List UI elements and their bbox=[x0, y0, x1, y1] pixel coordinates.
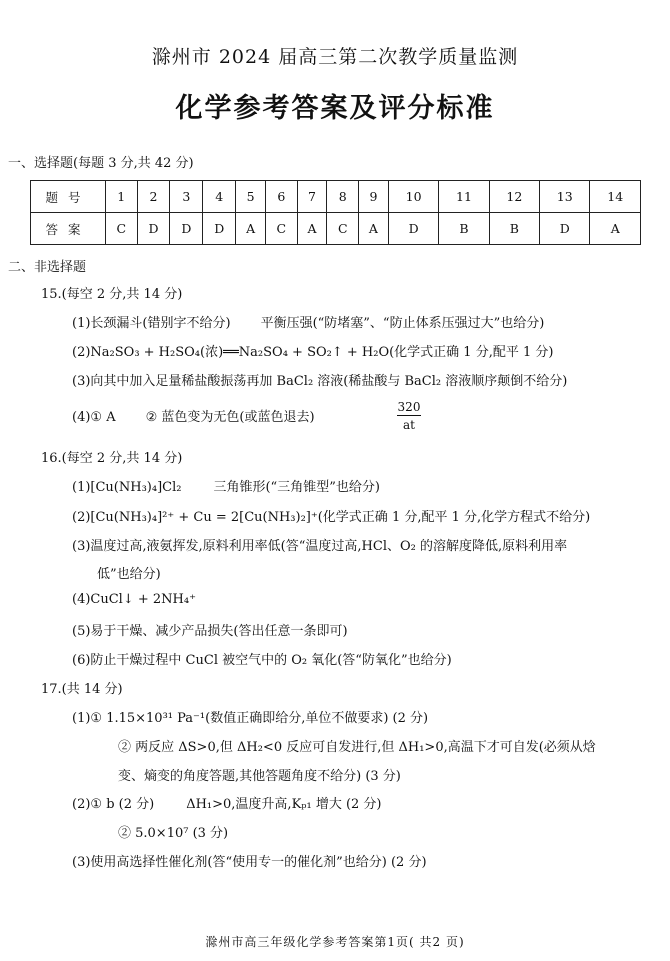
document-title: 化学参考答案及评分标准 bbox=[175, 93, 495, 124]
answer-cell: B bbox=[439, 213, 489, 245]
q-num: 11 bbox=[439, 181, 489, 213]
q15-line1-b: 平衡压强(“防堵塞”、“防止体系压强过大”也给分) bbox=[260, 316, 545, 331]
q16-line1-a: (1)[Cu(NH₃)₄]Cl₂ bbox=[72, 480, 182, 495]
q-num: 1 bbox=[106, 181, 138, 213]
q15-line2: (2)Na₂SO₃ + H₂SO₄(浓)══Na₂SO₄ + SO₂↑ + H₂O(化学式正确 1 分,配平 1 分) bbox=[72, 345, 554, 360]
question-row bbox=[31, 181, 641, 213]
q16-line1 bbox=[72, 476, 380, 495]
q15-line1-a: (1)长颈漏斗(错别字不给分) bbox=[72, 316, 231, 331]
q16-line2: (2)[Cu(NH₃)₄]²⁺ + Cu = 2[Cu(NH₃)₂]⁺(化学式正确 1 分,配平 1 分,化学方程式不给分) bbox=[72, 510, 591, 525]
answer-cell: C bbox=[327, 213, 359, 245]
q17-heading: 17.(共 14 分) bbox=[41, 682, 123, 697]
answer-cell: C bbox=[106, 213, 138, 245]
q16-heading: 16.(每空 2 分,共 14 分) bbox=[41, 451, 183, 466]
q16-line3b: 低”也给分) bbox=[97, 567, 161, 582]
q-num: 7 bbox=[297, 181, 327, 213]
answer-cell: A bbox=[297, 213, 327, 245]
q-num: 6 bbox=[266, 181, 298, 213]
q17-line5: (3)使用高选择性催化剂(答“使用专一的催化剂”也给分) (2 分) bbox=[72, 855, 427, 870]
q15-line4-b: ② 蓝色变为无色(或蓝色退去) bbox=[145, 410, 315, 425]
section1-title: 一、选择题(每题 3 分,共 42 分) bbox=[8, 156, 194, 171]
exam-title: 滁州市 2024 届高三第二次教学质量监测 bbox=[151, 46, 519, 68]
q15-heading: 15.(每空 2 分,共 14 分) bbox=[41, 287, 183, 302]
q15-line4-a: (4)① A bbox=[72, 410, 116, 425]
q17-line3-a: (2)① b (2 分) bbox=[72, 797, 155, 812]
q16-line1-b: 三角锥形(“三角锥型”也给分) bbox=[213, 480, 380, 495]
q-num: 2 bbox=[137, 181, 170, 213]
q16-line5: (5)易于干燥、减少产品损失(答出任意一条即可) bbox=[72, 624, 348, 639]
q15-line4 bbox=[72, 406, 315, 425]
answer-table bbox=[30, 180, 641, 245]
q-num: 9 bbox=[359, 181, 389, 213]
q-num: 14 bbox=[590, 181, 641, 213]
answer-cell: D bbox=[388, 213, 438, 245]
q17-line2b: 变、熵变的角度答题,其他答题角度不给分) (3 分) bbox=[118, 769, 401, 784]
q16-line6: (6)防止干燥过程中 CuCl 被空气中的 O₂ 氧化(答“防氧化”也给分) bbox=[72, 653, 452, 668]
answer-cell: D bbox=[137, 213, 170, 245]
answer-cell: B bbox=[489, 213, 539, 245]
q-num: 5 bbox=[236, 181, 266, 213]
q15-line1 bbox=[72, 312, 544, 331]
q16-line4: (4)CuCl↓ + 2NH₄⁺ bbox=[72, 592, 196, 607]
answer-cell: A bbox=[359, 213, 389, 245]
section2-title: 二、非选择题 bbox=[8, 260, 87, 275]
row-label-answer: 答案 bbox=[31, 213, 106, 245]
q17-line4: ② 5.0×10⁷ (3 分) bbox=[118, 826, 229, 841]
q17-line3 bbox=[72, 793, 382, 812]
q-num: 12 bbox=[489, 181, 539, 213]
page-footer: 滁州市高三年级化学参考答案第1页( 共2 页) bbox=[205, 935, 465, 949]
answer-row bbox=[31, 213, 641, 245]
answer-cell: A bbox=[236, 213, 266, 245]
q15-line3: (3)向其中加入足量稀盐酸振荡再加 BaCl₂ 溶液(稀盐酸与 BaCl₂ 溶液顺序颠倒不给分) bbox=[72, 374, 568, 389]
q17-line1: (1)① 1.15×10³¹ Pa⁻¹(数值正确即给分,单位不做要求) (2 分) bbox=[72, 711, 429, 726]
q-num: 13 bbox=[540, 181, 590, 213]
row-label-question: 题号 bbox=[31, 181, 106, 213]
answer-cell: D bbox=[203, 213, 236, 245]
answer-cell: D bbox=[170, 213, 203, 245]
fraction-denominator: at bbox=[403, 418, 415, 432]
answer-cell: D bbox=[540, 213, 590, 245]
q15-fraction bbox=[397, 400, 421, 432]
answer-cell: C bbox=[266, 213, 298, 245]
q17-line3-b: ΔH₁>0,温度升高,Kₚ₁ 增大 (2 分) bbox=[186, 797, 382, 812]
q17-line2a: ② 两反应 ΔS>0,但 ΔH₂<0 反应可自发进行,但 ΔH₁>0,高温下才可自发(必须从焓 bbox=[118, 740, 596, 755]
fraction-numerator: 320 bbox=[397, 400, 421, 414]
q-num: 4 bbox=[203, 181, 236, 213]
answer-cell: A bbox=[590, 213, 641, 245]
q16-line3a: (3)温度过高,液氨挥发,原料利用率低(答“温度过高,HCl、O₂ 的溶解度降低,原料利用率 bbox=[72, 539, 568, 554]
q-num: 3 bbox=[170, 181, 203, 213]
q-num: 10 bbox=[388, 181, 438, 213]
q-num: 8 bbox=[327, 181, 359, 213]
